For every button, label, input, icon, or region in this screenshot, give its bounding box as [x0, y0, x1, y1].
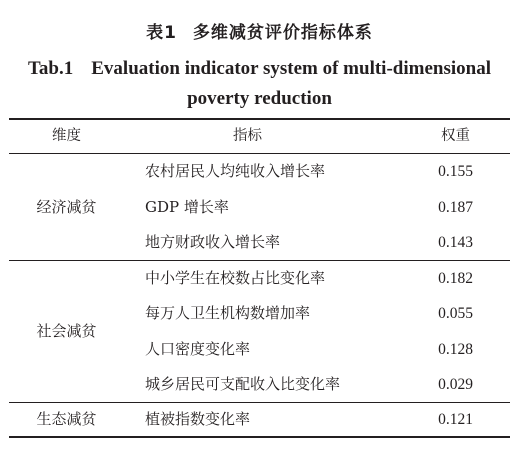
dimension-cell: 生态减贫 — [36, 410, 97, 428]
indicator-cell: 中小学生在校数占比变化率 — [145, 269, 326, 287]
weight-cell: 0.055 — [438, 305, 473, 322]
table-label-cn: 表1 — [146, 23, 177, 43]
weight-cell: 0.143 — [438, 234, 473, 251]
table-title-en-line2: poverty reduction — [187, 88, 332, 109]
indicator-cell: 人口密度变化率 — [145, 340, 251, 358]
indicator-cell: 每万人卫生机构数增加率 — [145, 304, 311, 322]
table-caption-en — [0, 54, 519, 114]
weight-cell: 0.128 — [438, 341, 473, 358]
indicator-cell: 农村居民人均纯收入增长率 — [145, 162, 326, 180]
weight-cell: 0.187 — [438, 199, 473, 216]
indicator-cell: 城乡居民可支配收入比变化率 — [145, 375, 341, 393]
header-weight: 权重 — [441, 128, 470, 144]
table-caption-en-line1 — [0, 54, 519, 84]
table-label-en: Tab.1 — [28, 58, 74, 79]
dimension-cell: 经济减贫 — [36, 198, 97, 216]
weight-cell: 0.121 — [438, 411, 473, 428]
weight-cell: 0.155 — [438, 163, 473, 180]
indicator-cell: GDP 增长率 — [145, 198, 229, 216]
header-indicator: 指标 — [233, 128, 262, 144]
header-dimension: 维度 — [52, 128, 81, 144]
indicator-cell: 地方财政收入增长率 — [145, 233, 281, 251]
weight-cell: 0.182 — [438, 270, 473, 287]
table-title-en-line1: Evaluation indicator system of multi-dimensional — [91, 58, 491, 79]
dimension-cell: 社会减贫 — [36, 322, 97, 340]
table-title-cn: 多维减贫评价指标体系 — [192, 23, 373, 43]
weight-cell: 0.029 — [438, 376, 473, 393]
indicator-cell: 植被指数变化率 — [145, 410, 251, 428]
table-caption-cn — [0, 22, 519, 44]
